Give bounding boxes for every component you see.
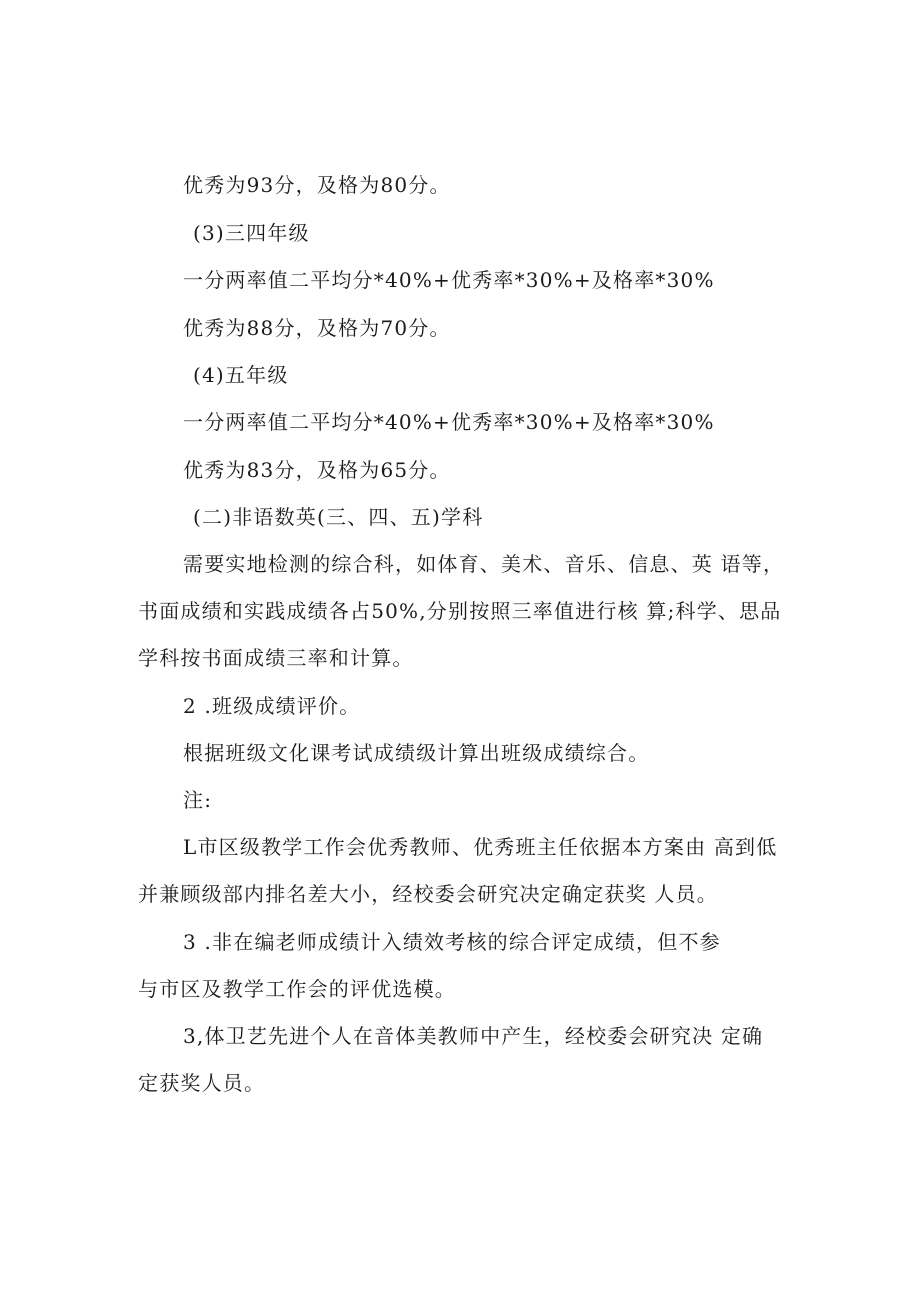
text-line-note-1b: 并兼顾级部内排名差大小，经校委会研究决定确定获奖 人员。 (138, 882, 718, 906)
text-line-excellent-pass-3: 优秀为83分，及格为65分。 (183, 458, 451, 482)
text-line-grade-3-4-heading: (3)三四年级 (193, 221, 310, 245)
text-line-excellent-pass-2: 优秀为88分，及格为70分。 (183, 316, 451, 340)
text-line-note-2a: 3 .非在编老师成绩计入绩效考核的综合评定成绩，但不参 (183, 930, 721, 954)
text-line-class-eval-body: 根据班级文化课考试成绩级计算出班级成绩综合。 (183, 741, 650, 765)
text-line-note-3b: 定获奖人员。 (138, 1071, 266, 1095)
text-line-formula-2: 一分两率值二平均分*40%+优秀率*30%+及格率*30% (183, 410, 715, 434)
text-line-note-3a: 3,体卫艺先进个人在音体美教师中产生，经校委会研究决 定确 (183, 1024, 764, 1048)
text-line-note-1a: L市区级教学工作会优秀教师、优秀班主任依据本方案由 高到低 (183, 835, 778, 859)
text-line-class-eval-heading: 2 .班级成绩评价。 (183, 694, 361, 718)
text-line-paragraph-1a: 需要实地检测的综合科，如体育、美术、音乐、信息、英 语等， (183, 552, 785, 576)
text-line-excellent-pass-1: 优秀为93分，及格为80分。 (183, 173, 451, 197)
text-line-grade-5-heading: (4)五年级 (193, 363, 289, 387)
text-line-section-two-heading: (二)非语数英(三、四、五)学科 (193, 505, 484, 529)
text-line-paragraph-1c: 学科按书面成绩三率和计算。 (138, 646, 414, 670)
text-line-paragraph-1b: 书面成绩和实践成绩各占50%,分别按照三率值进行核 算;科学、思品 (138, 599, 782, 623)
text-line-formula-1: 一分两率值二平均分*40%+优秀率*30%+及格率*30% (183, 268, 715, 292)
text-line-note-2b: 与市区及教学工作会的评优选模。 (138, 977, 456, 1001)
text-line-note-label: 注: (183, 788, 213, 812)
